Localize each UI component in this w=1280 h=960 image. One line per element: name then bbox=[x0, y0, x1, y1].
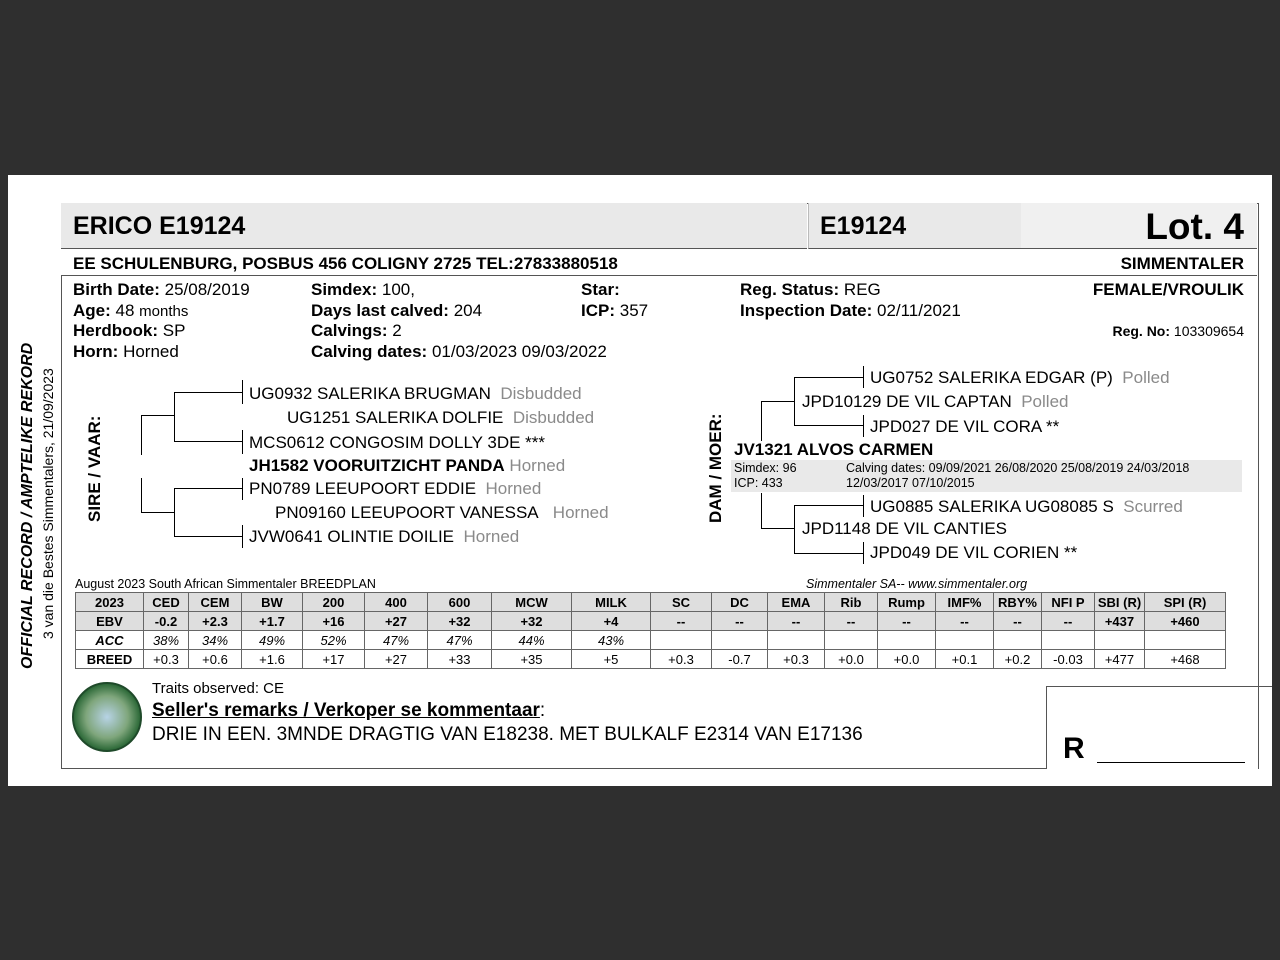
tree-line bbox=[141, 415, 142, 455]
table-cell: -- bbox=[768, 612, 825, 631]
tree-line bbox=[761, 493, 762, 529]
traits-observed: Traits observed: CE bbox=[152, 680, 284, 697]
table-cell: -0.03 bbox=[1042, 650, 1095, 669]
remarks-heading: Seller's remarks / Verkoper se kommentaar: bbox=[152, 700, 546, 721]
tree-line bbox=[242, 380, 243, 404]
table-cell: BREED bbox=[76, 650, 144, 669]
table-cell: DC bbox=[712, 593, 768, 612]
table-cell: -0.7 bbox=[712, 650, 768, 669]
horn-status: Horn: Horned bbox=[73, 342, 179, 361]
table-cell: +0.3 bbox=[144, 650, 189, 669]
days-last-calved: Days last calved: 204 bbox=[311, 301, 483, 320]
table-cell: 52% bbox=[303, 631, 365, 650]
animal-id: E19124 bbox=[820, 212, 907, 240]
table-cell: 2023 bbox=[76, 593, 144, 612]
tree-line bbox=[863, 542, 864, 564]
table-cell: MCW bbox=[492, 593, 572, 612]
table-cell bbox=[651, 631, 712, 650]
age: Age: 48 months bbox=[73, 301, 189, 320]
tree-line bbox=[794, 377, 795, 425]
table-cell: -- bbox=[878, 612, 936, 631]
table-cell bbox=[825, 631, 878, 650]
table-cell: 600 bbox=[428, 593, 492, 612]
dam-dam-sire: UG0885 SALERIKA UG08085 S Scurred bbox=[870, 497, 1183, 516]
table-cell: EBV bbox=[76, 612, 144, 631]
table-cell bbox=[1095, 631, 1145, 650]
tree-line bbox=[794, 377, 864, 378]
tree-line bbox=[174, 488, 175, 536]
table-cell: -0.2 bbox=[144, 612, 189, 631]
animal-name: ERICO E19124 bbox=[73, 212, 246, 240]
table-cell: 200 bbox=[303, 593, 365, 612]
table-cell: SC bbox=[651, 593, 712, 612]
table-cell: CEM bbox=[189, 593, 242, 612]
tree-line bbox=[863, 366, 864, 388]
table-cell: -- bbox=[651, 612, 712, 631]
divider bbox=[1046, 686, 1047, 769]
breeder-address: EE SCHULENBURG, POSBUS 456 COLIGNY 2725 TEL:27833880518 bbox=[73, 254, 618, 273]
table-cell: RBY% bbox=[994, 593, 1042, 612]
dam-granddam: JPD027 DE VIL CORA ** bbox=[870, 417, 1060, 436]
tree-line bbox=[761, 401, 795, 402]
dam-simdex: Simdex: 96 bbox=[734, 461, 797, 475]
table-cell bbox=[994, 631, 1042, 650]
sire-label: SIRE / VAAR: bbox=[85, 415, 104, 522]
sire-dam-sire: PN0789 LEEUPOORT EDDIE Horned bbox=[249, 479, 542, 498]
table-cell: BW bbox=[242, 593, 303, 612]
table-cell: +437 bbox=[1095, 612, 1145, 631]
inspection-date: Inspection Date: 02/11/2021 bbox=[740, 301, 961, 320]
table-row-ebv bbox=[76, 612, 1226, 631]
remarks-text: DRIE IN EEN. 3MNDE DRAGTIG VAN E18238. MET BULKALF E2314 VAN E17136 bbox=[152, 724, 863, 745]
dam-dam-dam: JPD049 DE VIL CORIEN ** bbox=[870, 543, 1078, 562]
table-cell: 400 bbox=[365, 593, 428, 612]
sire-name: JH1582 VOORUITZICHT PANDA Horned bbox=[249, 456, 566, 475]
divider bbox=[1046, 686, 1272, 687]
tree-line bbox=[794, 505, 795, 553]
table-cell: EMA bbox=[768, 593, 825, 612]
table-cell: Rib bbox=[825, 593, 878, 612]
table-cell: +468 bbox=[1145, 650, 1226, 669]
dam-label: DAM / MOER: bbox=[706, 413, 725, 523]
dam-icp: ICP: 433 bbox=[734, 476, 783, 490]
table-cell: +17 bbox=[303, 650, 365, 669]
simdex: Simdex: 100, bbox=[311, 280, 415, 299]
lot-number: Lot. 4 bbox=[1145, 206, 1244, 247]
sire-grandsire: UG0932 SALERIKA BRUGMAN Disbudded bbox=[249, 384, 582, 403]
tree-line bbox=[863, 415, 864, 437]
table-cell bbox=[1145, 631, 1226, 650]
table-row-breed bbox=[76, 650, 1226, 669]
table-cell: 44% bbox=[492, 631, 572, 650]
dam-name: JV1321 ALVOS CARMEN bbox=[734, 440, 934, 459]
table-cell: -- bbox=[712, 612, 768, 631]
table-cell: SBI (R) bbox=[1095, 593, 1145, 612]
breedplan-source: Simmentaler SA-- www.simmentaler.org bbox=[806, 577, 1028, 591]
sire-dam-dam: JVW0641 OLINTIE DOILIE Horned bbox=[249, 527, 520, 546]
table-header-row bbox=[76, 593, 1226, 612]
table-cell: +0.0 bbox=[825, 650, 878, 669]
table-cell: +32 bbox=[492, 612, 572, 631]
society-logo bbox=[72, 682, 142, 752]
birth-date: Birth Date: 25/08/2019 bbox=[73, 280, 250, 299]
reg-status: Reg. Status: REG bbox=[740, 280, 881, 299]
table-cell bbox=[878, 631, 936, 650]
tree-line bbox=[794, 425, 864, 426]
table-cell: 47% bbox=[428, 631, 492, 650]
tree-line bbox=[242, 430, 243, 454]
table-cell: +477 bbox=[1095, 650, 1145, 669]
table-cell: +16 bbox=[303, 612, 365, 631]
tree-line bbox=[141, 512, 175, 513]
table-cell: +4 bbox=[572, 612, 651, 631]
price-r-label: R bbox=[1063, 732, 1085, 765]
table-cell: 34% bbox=[189, 631, 242, 650]
table-cell: +5 bbox=[572, 650, 651, 669]
table-cell: -- bbox=[994, 612, 1042, 631]
table-cell: +27 bbox=[365, 650, 428, 669]
table-cell: ACC bbox=[76, 631, 144, 650]
table-cell: SPI (R) bbox=[1145, 593, 1226, 612]
official-record-label: OFFICIAL RECORD / AMPTELIKE REKORD bbox=[19, 342, 36, 669]
tree-line bbox=[794, 553, 864, 554]
table-cell: +1.6 bbox=[242, 650, 303, 669]
tree-line bbox=[863, 495, 864, 517]
table-cell: NFI P bbox=[1042, 593, 1095, 612]
table-cell: +0.3 bbox=[768, 650, 825, 669]
table-cell bbox=[768, 631, 825, 650]
table-cell: -- bbox=[825, 612, 878, 631]
table-cell: 38% bbox=[144, 631, 189, 650]
table-cell: +460 bbox=[1145, 612, 1226, 631]
table-cell: +2.3 bbox=[189, 612, 242, 631]
dam-grandsire: UG0752 SALERIKA EDGAR (P) Polled bbox=[870, 368, 1170, 387]
table-cell: 43% bbox=[572, 631, 651, 650]
divider bbox=[61, 768, 1046, 769]
table-cell: +27 bbox=[365, 612, 428, 631]
breedplan-caption: August 2023 South African Simmentaler BREEDPLAN bbox=[75, 577, 376, 591]
sire-of-dam: JPD10129 DE VIL CAPTAN Polled bbox=[802, 392, 1069, 411]
table-cell bbox=[936, 631, 994, 650]
reg-number: Reg. No: 103309654 bbox=[1112, 323, 1244, 339]
star-label: Star: bbox=[581, 280, 620, 299]
table-cell: -- bbox=[1042, 612, 1095, 631]
dam-of-dam: JPD1148 DE VIL CANTIES bbox=[802, 519, 1008, 538]
herdbook: Herdbook: SP bbox=[73, 321, 186, 340]
table-cell: MILK bbox=[572, 593, 651, 612]
tree-line bbox=[174, 392, 243, 393]
table-cell: +0.2 bbox=[994, 650, 1042, 669]
breedplan-table bbox=[75, 592, 1226, 669]
tree-line bbox=[242, 478, 243, 500]
breed-name: SIMMENTALER bbox=[1120, 254, 1244, 273]
tree-line bbox=[174, 441, 243, 442]
table-cell: +0.0 bbox=[878, 650, 936, 669]
catalogue-source-label: 3 van die Bestes Simmentalers, 21/09/2023 bbox=[40, 368, 56, 639]
tree-line bbox=[174, 392, 175, 441]
dam-calving-dates: Calving dates: 09/09/2021 26/08/2020 25/08/2019 24/03/2018 bbox=[846, 461, 1190, 475]
table-cell: -- bbox=[936, 612, 994, 631]
calving-dates: Calving dates: 01/03/2023 09/03/2022 bbox=[311, 342, 607, 361]
sire-granddam: MCS0612 CONGOSIM DOLLY 3DE *** bbox=[249, 433, 546, 452]
table-row-acc bbox=[76, 631, 1226, 650]
table-cell: +35 bbox=[492, 650, 572, 669]
tree-line bbox=[174, 536, 243, 537]
table-cell: 49% bbox=[242, 631, 303, 650]
calvings: Calvings: 2 bbox=[311, 321, 402, 340]
tree-line bbox=[242, 525, 243, 548]
table-cell: +0.3 bbox=[651, 650, 712, 669]
table-cell: IMF% bbox=[936, 593, 994, 612]
tree-line bbox=[761, 401, 762, 441]
animal-record-card bbox=[8, 175, 1272, 786]
table-cell: +0.6 bbox=[189, 650, 242, 669]
table-cell: +1.7 bbox=[242, 612, 303, 631]
table-cell: +33 bbox=[428, 650, 492, 669]
sex: FEMALE/VROULIK bbox=[1092, 280, 1244, 299]
table-cell bbox=[1042, 631, 1095, 650]
tree-line bbox=[761, 528, 795, 529]
tree-line bbox=[794, 505, 864, 506]
table-cell: +0.1 bbox=[936, 650, 994, 669]
icp: ICP: 357 bbox=[581, 301, 649, 320]
price-line bbox=[1097, 762, 1245, 763]
table-cell: Rump bbox=[878, 593, 936, 612]
tree-line bbox=[141, 478, 142, 513]
tree-line bbox=[174, 488, 243, 489]
table-cell: CED bbox=[144, 593, 189, 612]
table-cell: 47% bbox=[365, 631, 428, 650]
dam-calving-dates-2: 12/03/2017 07/10/2015 bbox=[846, 476, 975, 490]
tree-line bbox=[141, 415, 175, 416]
table-cell bbox=[712, 631, 768, 650]
sire-dam: PN09160 LEEUPOORT VANESSA Horned bbox=[275, 503, 609, 522]
table-cell: +32 bbox=[428, 612, 492, 631]
sire-of-sire: UG1251 SALERIKA DOLFIE Disbudded bbox=[287, 408, 595, 427]
